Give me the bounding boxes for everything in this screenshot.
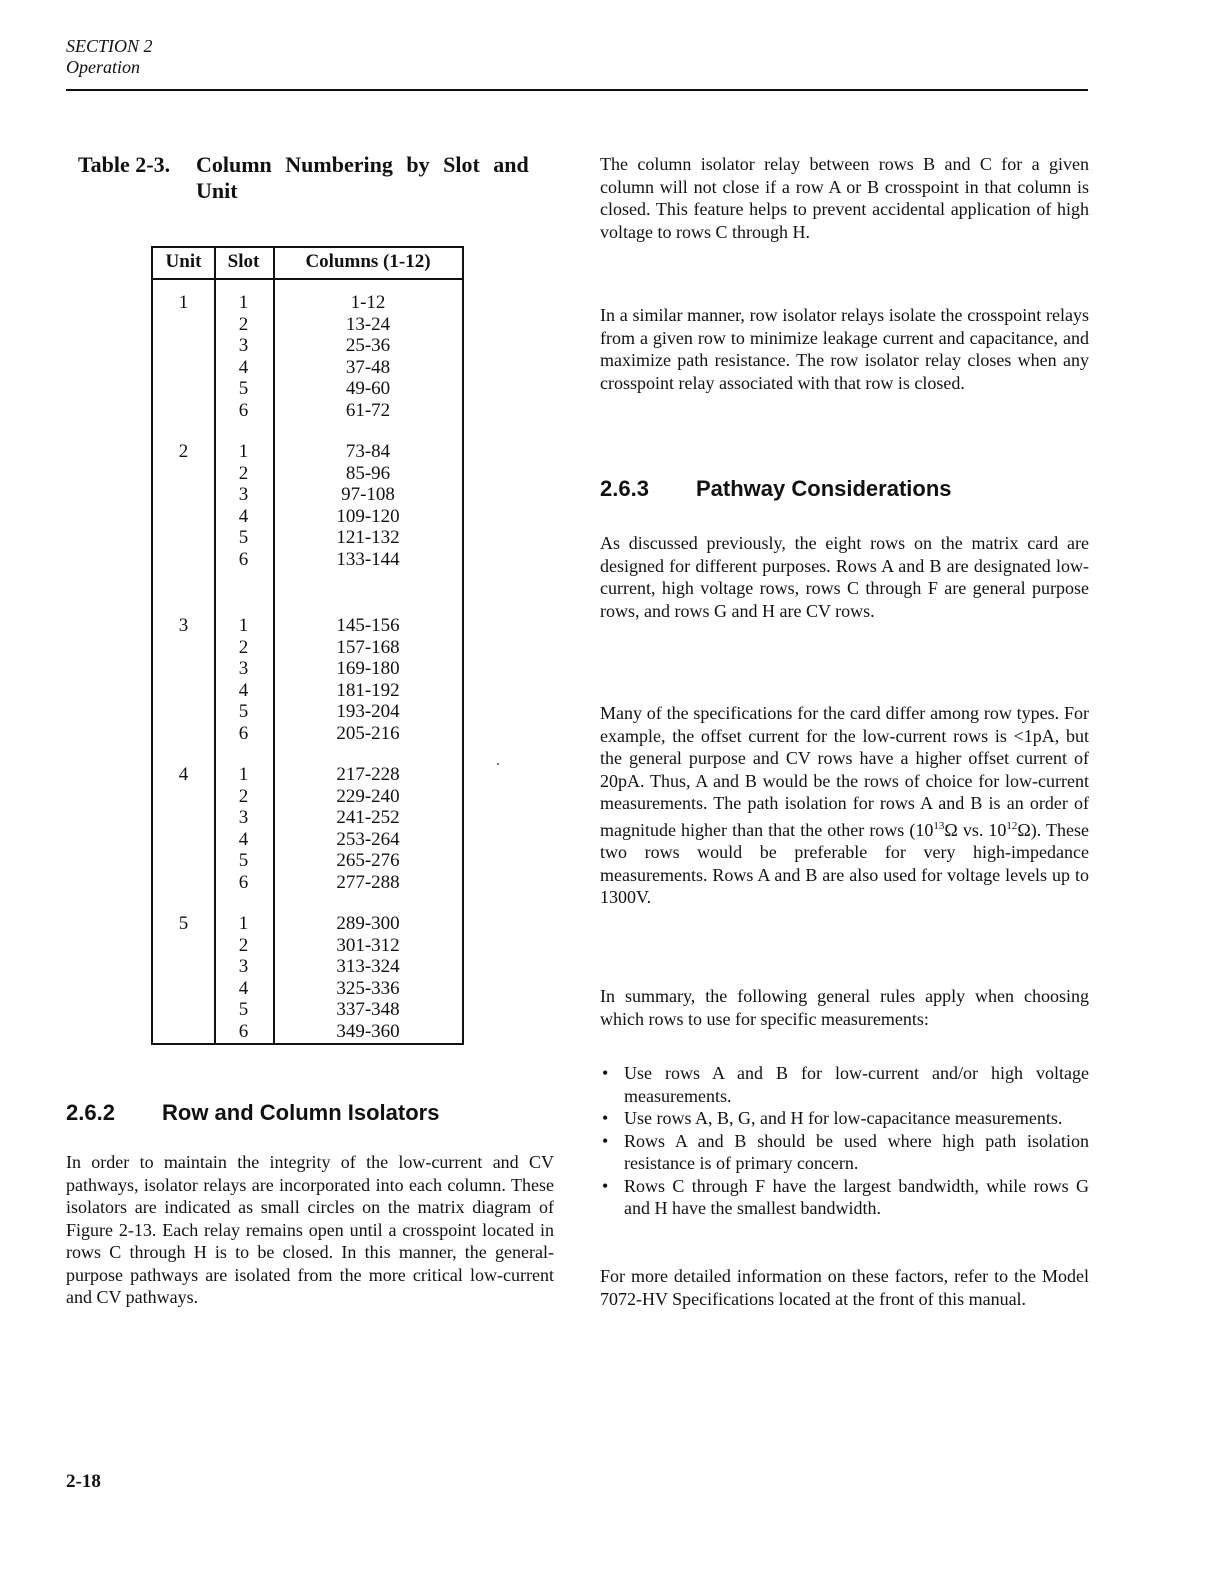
slot-cell: 1 <box>238 764 249 785</box>
list-item-text: Use rows A, B, G, and H for low-capacitance measurements. <box>624 1108 1063 1128</box>
slot-cell: 2 <box>238 636 249 658</box>
columns-cell: 325-336 <box>336 977 400 999</box>
paragraph-text: Many of the specifications for the card differ among row types. For example, the offset current for the low-current rows is <1pA, but the general purpose and CV rows have a higher offset current of 20pA. Thus, A and B would be the rows of choice for low-current measurements. The path isolation for rows A and B is an order of magnitude higher than that the other rows (10 <box>600 703 1089 840</box>
list-item <box>600 1175 1089 1220</box>
table-caption-title: Column Numbering by Slot and Unit <box>196 152 529 203</box>
section-number: 2.6.3 <box>600 476 649 501</box>
slot-cell: 6 <box>238 871 249 893</box>
columns-cell: 25-36 <box>345 335 391 356</box>
bullet-icon: • <box>602 1108 609 1128</box>
columns-cell: 49-60 <box>345 378 391 399</box>
list-item <box>600 1130 1089 1175</box>
closing-paragraph: For more detailed information on these factors, refer to the Model 7072-HV Specifications located at the front of this manual. <box>600 1266 1089 1309</box>
unit-cell: 1 <box>178 292 189 313</box>
slot-cell: 2 <box>238 313 249 335</box>
page-number: 2-18 <box>66 1471 101 1492</box>
bullet-icon: • <box>602 1063 609 1083</box>
slot-cell: 6 <box>238 399 249 421</box>
slot-cell: 4 <box>238 977 249 999</box>
slot-cell: 5 <box>238 527 249 548</box>
slot-cell: 2 <box>238 462 249 484</box>
table-header-row <box>153 248 462 280</box>
bullet-icon: • <box>602 1130 609 1151</box>
columns-cell: 313-324 <box>336 956 400 977</box>
slot-cell: 1 <box>238 441 249 462</box>
slot-cell: 3 <box>238 658 249 679</box>
header-slot: Slot <box>227 251 260 272</box>
slot-cell: 4 <box>238 356 249 378</box>
section-subtitle: Operation <box>66 57 140 77</box>
list-item-text: Use rows A and B for low-current and/or high voltage measurements. <box>624 1063 1089 1106</box>
columns-cell: 37-48 <box>345 356 391 378</box>
slot-cell: 1 <box>238 292 249 313</box>
slot-cell: 6 <box>238 722 249 744</box>
header-rule <box>66 89 1088 91</box>
column-isolator-paragraph: The column isolator relay between rows B and C for a given column will not close if a row A or B crosspoint in that column is closed. This feature helps to prevent accidental application of high voltage to rows C through H. <box>600 154 1089 242</box>
rules-list <box>600 1062 1089 1220</box>
slot-cell: 5 <box>238 378 249 399</box>
paragraph-text: Ω vs. 10 <box>944 819 1007 840</box>
list-item-text: Rows C through F have the largest bandwidth, while rows G and H have the smallest bandwidth. <box>624 1175 1089 1218</box>
list-item <box>600 1062 1089 1107</box>
exponent: 12 <box>1006 819 1018 832</box>
columns-cell: 121-132 <box>336 527 400 548</box>
columns-cell: 157-168 <box>336 636 400 658</box>
columns-cell: 1-12 <box>350 292 386 313</box>
columns-cell: 289-300 <box>336 913 400 934</box>
header-columns: Columns (1-12) <box>305 251 431 272</box>
summary-paragraph: In summary, the following general rules apply when choosing which rows to use for specific measurements: <box>600 986 1089 1029</box>
slot-cell: 3 <box>238 484 249 505</box>
columns-cell: 145-156 <box>336 615 400 636</box>
columns-cell: 85-96 <box>345 462 391 484</box>
paragraph-text: Ω). These two rows would be preferable for very high-impedance measurements. Rows A and B are also used for voltage levels up to 1300V. <box>600 819 1089 907</box>
slot-cell: 1 <box>238 615 249 636</box>
pathway-paragraph-2 <box>600 702 1089 909</box>
bullet-icon: • <box>602 1175 609 1196</box>
slot-cell: 3 <box>238 956 249 977</box>
row-isolator-paragraph: In a similar manner, row isolator relays isolate the crosspoint relays from a given row to minimize leakage current and capacitance, and maximize path resistance. The row isolator relay closes when any crosspoint relay associated with that row is closed. <box>600 305 1089 393</box>
slot-cell: 5 <box>238 701 249 722</box>
section-heading-2-6-2 <box>66 1100 439 1126</box>
columns-cell: 169-180 <box>336 658 400 679</box>
slot-cell: 2 <box>238 934 249 956</box>
slot-cell: 6 <box>238 548 249 570</box>
columns-cell: 241-252 <box>336 807 400 828</box>
section-number: 2.6.2 <box>66 1100 115 1125</box>
columns-cell: 181-192 <box>336 679 400 701</box>
unit-cell: 3 <box>178 615 189 636</box>
section-title: Row and Column Isolators <box>162 1100 440 1125</box>
column-numbering-table <box>151 246 464 1045</box>
columns-cell: 301-312 <box>336 934 400 956</box>
isolators-paragraph: In order to maintain the integrity of the low-current and CV pathways, isolator relays are incorporated into each column. These isolators are indicated as small circles on the matrix diagram of Figure 2-13. Each relay remains open until a crosspoint located in rows C through H is to be closed. In this manner, the general-purpose pathways are isolated from the more critical low-current and CV pathways. <box>66 1152 554 1307</box>
exponent: 13 <box>933 819 945 832</box>
columns-cell: 193-204 <box>336 701 400 722</box>
slot-cell: 3 <box>238 335 249 356</box>
slot-cell: 4 <box>238 505 249 527</box>
unit-cell: 5 <box>178 913 189 934</box>
slot-cell: 3 <box>238 807 249 828</box>
columns-cell: 61-72 <box>345 399 391 421</box>
section-heading-2-6-3 <box>600 476 952 502</box>
unit-cell: 2 <box>178 441 189 462</box>
header-unit: Unit <box>165 251 202 272</box>
columns-cell: 337-348 <box>336 999 400 1020</box>
columns-cell: 109-120 <box>336 505 400 527</box>
pathway-paragraph-1: As discussed previously, the eight rows on the matrix card are designed for different purposes. Rows A and B are designated low-current, high voltage rows, rows C through F are general purpose rows, and rows G and H are CV rows. <box>600 533 1089 621</box>
columns-cell: 133-144 <box>336 548 400 570</box>
running-head <box>66 36 153 78</box>
columns-cell: 349-360 <box>336 1020 400 1042</box>
scan-speck <box>497 763 499 765</box>
slot-cell: 1 <box>238 913 249 934</box>
slot-cell: 6 <box>238 1020 249 1042</box>
columns-cell: 73-84 <box>345 441 391 462</box>
columns-cell: 229-240 <box>336 785 400 807</box>
columns-cell: 97-108 <box>341 484 395 505</box>
table-caption-label: Table 2-3. <box>78 152 171 177</box>
slot-cell: 2 <box>238 785 249 807</box>
slot-cell: 4 <box>238 828 249 850</box>
table-caption <box>78 152 558 204</box>
columns-cell: 277-288 <box>336 871 400 893</box>
slot-cell: 4 <box>238 679 249 701</box>
list-item-text: Rows A and B should be used where high path isolation resistance is of primary concern. <box>624 1130 1089 1173</box>
columns-cell: 265-276 <box>336 850 400 871</box>
section-label: SECTION 2 <box>66 36 153 56</box>
slot-cell: 5 <box>238 850 249 871</box>
list-item <box>600 1107 1089 1130</box>
columns-cell: 13-24 <box>345 313 391 335</box>
columns-cell: 217-228 <box>336 764 400 785</box>
slot-cell: 5 <box>238 999 249 1020</box>
unit-cell: 4 <box>178 764 189 785</box>
columns-cell: 205-216 <box>336 722 400 744</box>
section-title: Pathway Considerations <box>696 476 952 501</box>
columns-cell: 253-264 <box>336 828 400 850</box>
